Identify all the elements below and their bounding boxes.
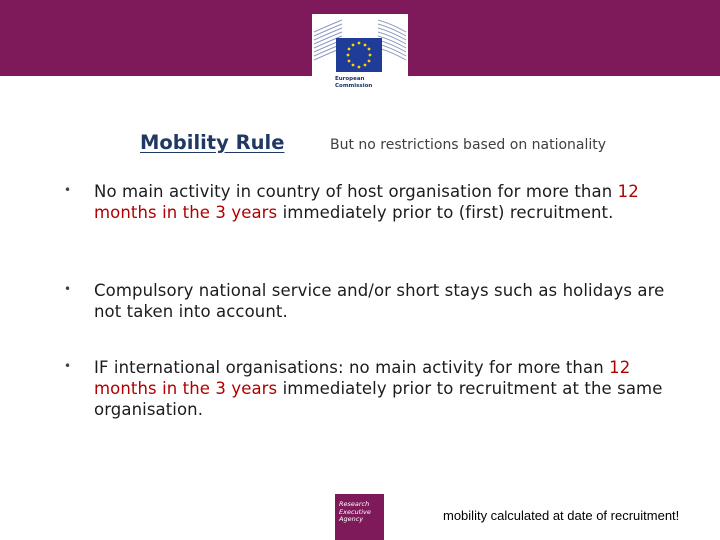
logo-text-line2: Commission xyxy=(335,82,373,89)
research-executive-agency-logo xyxy=(335,494,384,540)
bullet-text-3 xyxy=(94,357,674,420)
bullet-text-2 xyxy=(94,280,674,322)
footnote: mobility calculated at date of recruitment! xyxy=(443,508,680,523)
bullet-text-1-start: No main activity in country of host organisation for more than xyxy=(94,182,618,201)
agency-logo-line2: Executive xyxy=(339,507,371,516)
bullet-text-3-end: immediately prior to recruitment at the same organisation. xyxy=(94,379,663,419)
agency-logo-line1: Research xyxy=(339,500,370,508)
agency-logo-text xyxy=(339,501,381,524)
european-commission-logo xyxy=(312,14,408,96)
bullet-text-1 xyxy=(94,181,674,223)
bullet-text-3-start: IF international organisations: no main activity for more than xyxy=(94,358,610,377)
bullet-dot: • xyxy=(64,282,72,296)
bullet-text-3-highlight: 12 months in the 3 years xyxy=(94,358,631,398)
slide-subtitle: But no restrictions based on nationality xyxy=(330,137,607,153)
agency-logo-line3: Agency xyxy=(339,515,364,523)
bullet-dot: • xyxy=(64,359,72,373)
logo-text xyxy=(335,76,395,89)
slide-title: Mobility Rule xyxy=(140,131,285,154)
logo-text-line1: European xyxy=(335,76,365,82)
bullet-text-1-end: immediately prior to (first) recruitment. xyxy=(277,203,614,222)
bullet-text-2-start: Compulsory national service and/or short stays such as holidays are not taken into account. xyxy=(94,281,665,321)
bullet-text-1-highlight: 12 months in the 3 years xyxy=(94,182,639,222)
bullet-dot: • xyxy=(64,183,72,197)
